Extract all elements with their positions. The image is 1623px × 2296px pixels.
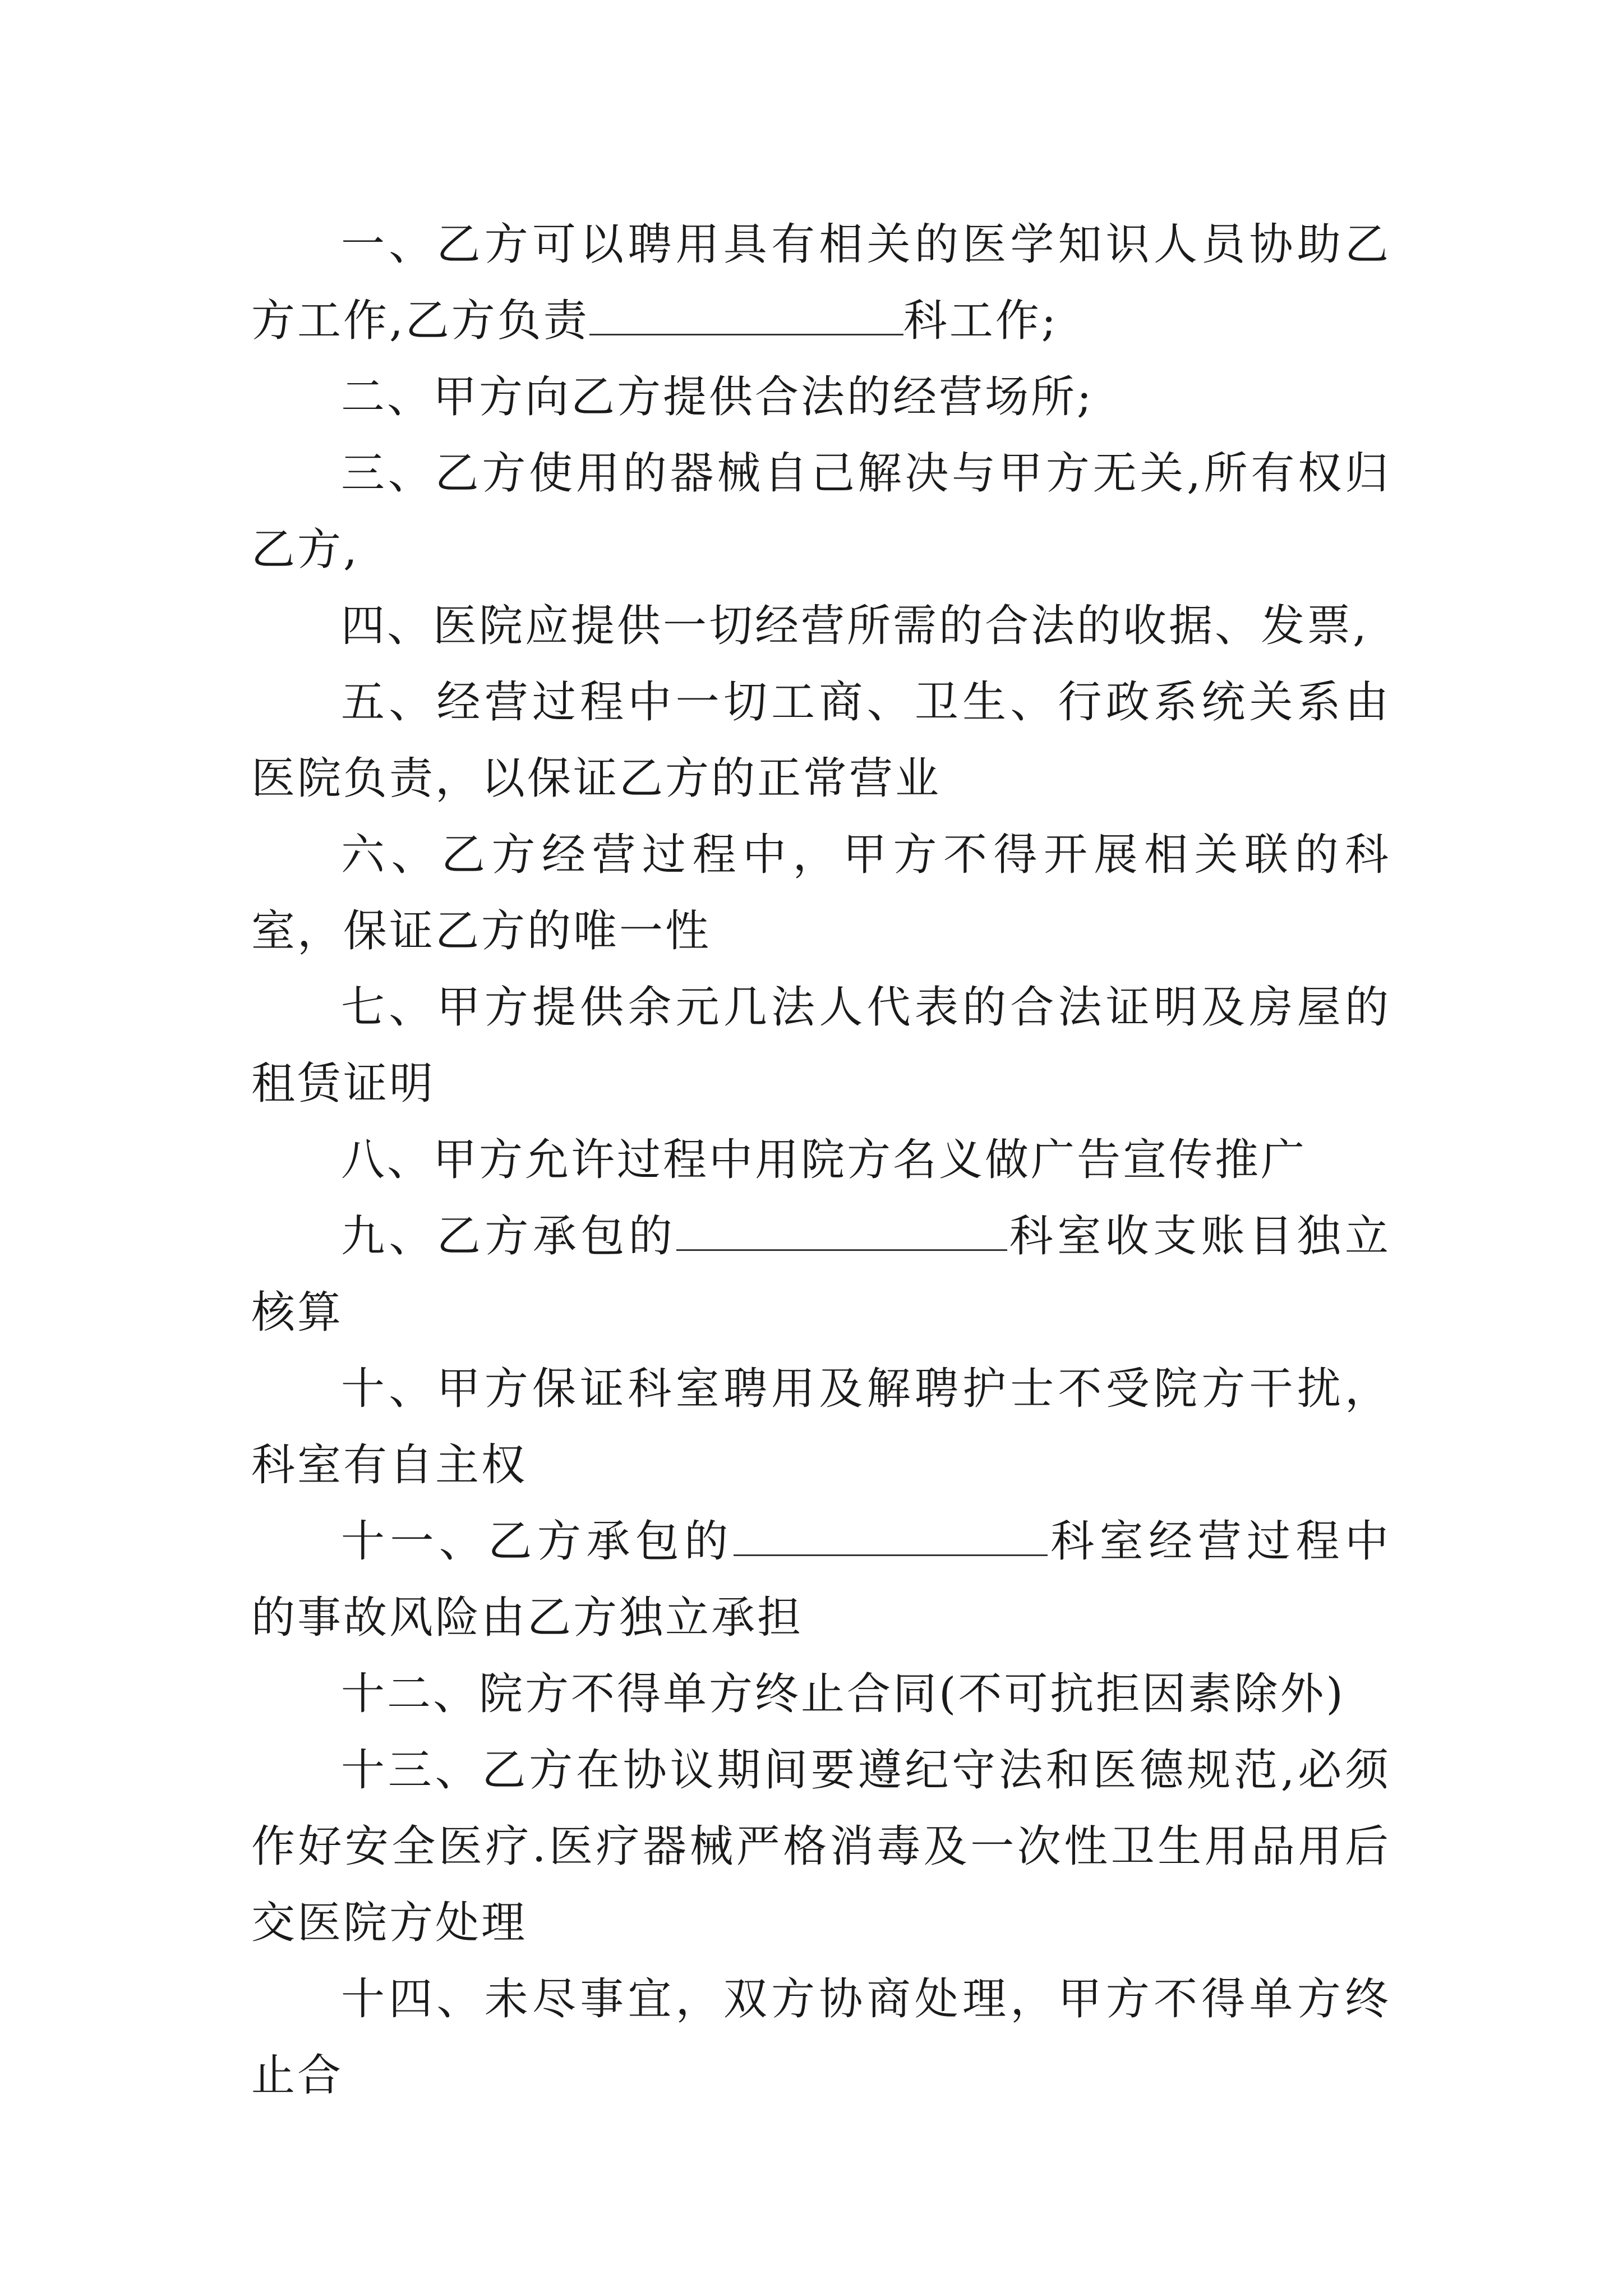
clause-12: 十二、院方不得单方终止合同(不可抗拒因素除外) [341, 1669, 1345, 1719]
clause-5: 五、经营过程中一切工商、卫生、行政系统关系由医院负责，以保证乙方的正常营业 [251, 677, 1391, 804]
clause-9-text-after: 科室收支账目独立核算 [251, 1211, 1391, 1338]
clause-8: 八、甲方允许过程中用院方名义做广告宣传推广 [341, 1135, 1307, 1185]
clause-9-text-before: 九、乙方承包的 [341, 1211, 677, 1262]
clause-11-text-after: 科室经营过程中的事故风险由乙方独立承担 [251, 1516, 1391, 1643]
clause-13: 十三、乙方在协议期间要遵纪守法和医德规范,必须作好安全医疗.医疗器械严格消毒及一次性卫生用品用后交医院方处理 [251, 1745, 1391, 1948]
clause-11 [251, 1503, 1391, 1656]
clause-1-text-after: 科工作; [903, 296, 1059, 346]
clause-9 [251, 1198, 1391, 1351]
clause-10: 十、甲方保证科室聘用及解聘护士不受院方干扰，科室有自主权 [251, 1364, 1391, 1490]
clause-1 [251, 206, 1391, 359]
clause-1-text-before: 一、乙方可以聘用具有相关的医学知识人员协助乙方工作,乙方负责 [251, 219, 1391, 346]
clause-11-blank-field[interactable] [734, 1514, 1048, 1556]
clause-11-text-before: 十一、乙方承包的 [341, 1516, 734, 1567]
clause-14: 十四、未尽事宜，双方协商处理，甲方不得单方终止合 [251, 1974, 1391, 2101]
contract-body [251, 206, 1391, 2114]
clause-1-blank-field[interactable] [589, 293, 903, 335]
clause-2: 二、甲方向乙方提供合法的经营场所; [341, 372, 1094, 422]
clause-7: 七、甲方提供余元几法人代表的合法证明及房屋的租赁证明 [251, 982, 1391, 1109]
clause-4: 四、医院应提供一切经营所需的合法的收据、发票, [341, 601, 1369, 651]
clause-9-blank-field[interactable] [676, 1209, 1007, 1251]
clause-6: 六、乙方经营过程中，甲方不得开展相关联的科室，保证乙方的唯一性 [251, 830, 1391, 956]
clause-3: 三、乙方使用的器械自己解决与甲方无关,所有权归乙方, [251, 448, 1391, 575]
